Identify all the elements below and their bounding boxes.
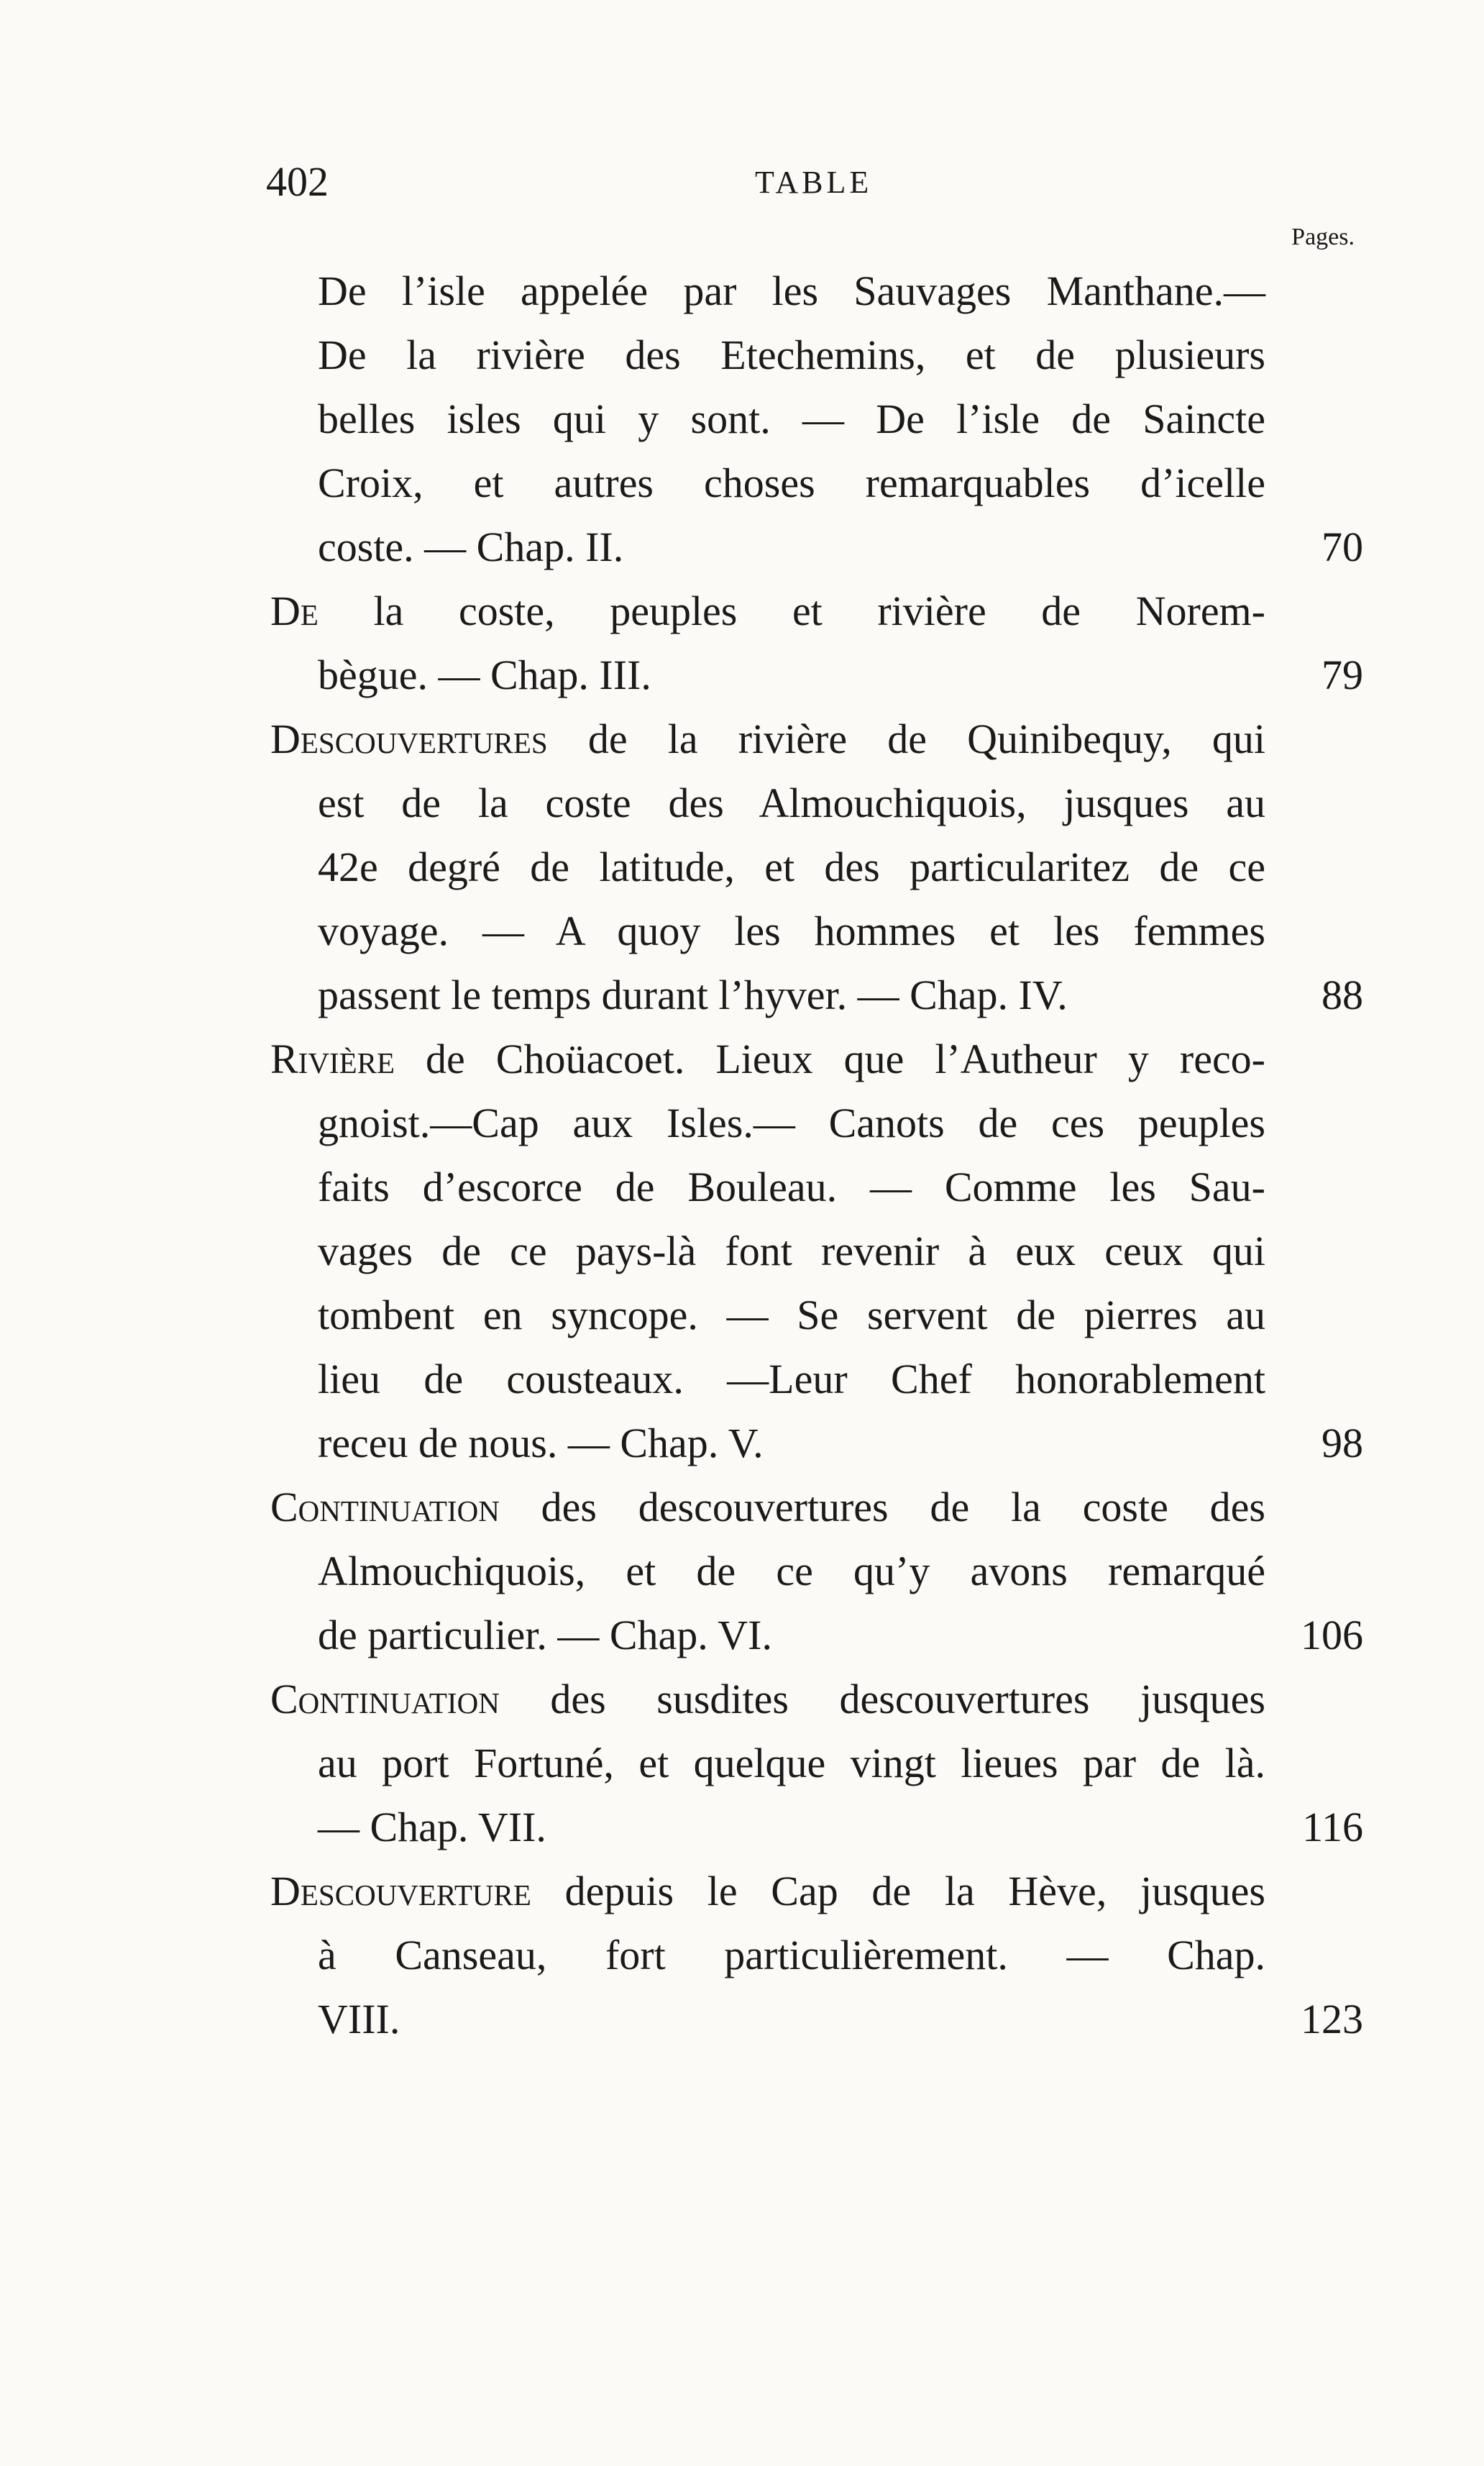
- toc-entry-text: lieu de cousteaux. —Leur Chef honorablement: [318, 1356, 1265, 1402]
- toc-entry-text: de Choüacoet. Lieux que l’Autheur y reco-: [395, 1036, 1265, 1082]
- toc-entry-line: [270, 387, 1363, 451]
- toc-page-reference: 88: [1322, 972, 1363, 1018]
- toc-entry-line: [270, 515, 1363, 579]
- running-head: TABLE: [755, 165, 873, 200]
- toc-entry-text: des descouvertures de la coste des: [499, 1484, 1265, 1530]
- toc-entry-line: [270, 1347, 1363, 1411]
- toc-entry-line: [270, 1027, 1363, 1091]
- toc-page-reference: 123: [1301, 1996, 1363, 2042]
- toc-page-reference: 116: [1302, 1804, 1363, 1850]
- toc-entry-text: coste. — Chap. II.: [318, 524, 624, 570]
- toc-entry-text: De la rivière des Etechemins, et de plusieurs: [318, 332, 1265, 378]
- toc-entry-line: [270, 259, 1363, 323]
- toc-entry-line: [270, 771, 1363, 835]
- toc-entry-lead-word: Descouverture: [270, 1868, 531, 1914]
- toc-entry-line: [270, 643, 1363, 707]
- toc-entry-line: [270, 1219, 1363, 1283]
- toc-entry-text: VIII.: [318, 1996, 400, 2042]
- toc-entry-line: [270, 1987, 1363, 2051]
- toc-entry-line: [270, 1155, 1363, 1219]
- toc-entry-text: de la rivière de Quinibequy, qui: [547, 716, 1265, 762]
- toc-entry-text: au port Fortuné, et quelque vingt lieues par de là.: [318, 1740, 1265, 1786]
- toc-page-reference: 98: [1322, 1420, 1363, 1466]
- toc-entry-text: belles isles qui y sont. — De l’isle de Saincte: [318, 396, 1265, 442]
- toc-entry-text: à Canseau, fort particulièrement. — Chap.: [318, 1932, 1265, 1978]
- toc-entry-line: [270, 1091, 1363, 1155]
- toc-entry-line: [270, 835, 1363, 899]
- toc-entry-lead-word: Continuation: [270, 1484, 500, 1530]
- toc-entry-line: [270, 1731, 1363, 1795]
- toc-entry-line: [270, 451, 1363, 515]
- toc-entry-line: [270, 1411, 1363, 1475]
- toc-entry-text: depuis le Cap de la Hève, jusques: [531, 1868, 1265, 1914]
- toc-page-reference: 70: [1322, 524, 1363, 570]
- toc-entry: [270, 707, 1363, 1027]
- toc-entry-line: [270, 323, 1363, 387]
- toc-entry-text: receu de nous. — Chap. V.: [318, 1420, 764, 1466]
- toc-entry-lead-word: Rivière: [270, 1036, 395, 1082]
- toc-entry-lead-word: Descouvertures: [270, 716, 548, 762]
- toc-entry-line: [270, 579, 1363, 643]
- toc-entry: [270, 259, 1363, 579]
- toc-entry-lead-word: Continuation: [270, 1676, 500, 1722]
- toc-entry-line: [270, 1603, 1363, 1667]
- toc-entry-line: [270, 899, 1363, 963]
- toc-entry-text: la coste, peuples et rivière de Norem-: [318, 588, 1265, 634]
- toc-entry-line: [270, 1859, 1363, 1923]
- toc-entry-text: 42e degré de latitude, et des particularitez de ce: [318, 844, 1265, 890]
- toc-entry: [270, 1667, 1363, 1859]
- toc-page-reference: 79: [1322, 652, 1363, 698]
- toc-entry-text: bègue. — Chap. III.: [318, 652, 651, 698]
- toc-entry-line: [270, 1667, 1363, 1731]
- toc-entry-line: [270, 1539, 1363, 1603]
- toc-entry-text: de particulier. — Chap. VI.: [318, 1612, 772, 1658]
- toc-entry-line: [270, 1795, 1363, 1859]
- toc-entry-lead-word: De: [270, 588, 319, 634]
- toc-entry-line: [270, 1475, 1363, 1539]
- toc-entry-line: [270, 1923, 1363, 1987]
- toc-entry-text: — Chap. VII.: [318, 1804, 546, 1850]
- toc-entry-text: voyage. — A quoy les hommes et les femmes: [318, 908, 1265, 954]
- toc-entry-text: vages de ce pays-là font revenir à eux ceux qui: [318, 1228, 1265, 1274]
- toc-entry-text: tombent en syncope. — Se servent de pierres au: [318, 1292, 1265, 1338]
- toc-entry: [270, 1475, 1363, 1667]
- toc-page-reference: 106: [1301, 1612, 1363, 1658]
- toc-entry-text: Croix, et autres choses remarquables d’icelle: [318, 460, 1265, 506]
- toc-entry: [270, 1859, 1363, 2051]
- toc-entry-line: [270, 1283, 1363, 1347]
- page-number: 402: [266, 158, 329, 205]
- toc-entry-text: gnoist.—Cap aux Isles.— Canots de ces peuples: [318, 1100, 1265, 1146]
- pages-column-label: Pages.: [1291, 224, 1355, 250]
- table-of-contents: [270, 259, 1363, 2051]
- toc-entry: [270, 1027, 1363, 1475]
- toc-entry-text: Almouchiquois, et de ce qu’y avons remarqué: [318, 1548, 1265, 1594]
- toc-entry-text: est de la coste des Almouchiquois, jusques au: [318, 780, 1265, 826]
- toc-entry-text: passent le temps durant l’hyver. — Chap. IV.: [318, 972, 1068, 1018]
- toc-entry: [270, 579, 1363, 707]
- toc-entry-line: [270, 707, 1363, 771]
- toc-entry-text: faits d’escorce de Bouleau. — Comme les Sau-: [318, 1164, 1265, 1210]
- toc-entry-line: [270, 963, 1363, 1027]
- toc-entry-text: des susdites descouvertures jusques: [499, 1676, 1265, 1722]
- toc-entry-text: De l’isle appelée par les Sauvages Manthane.—: [318, 268, 1265, 314]
